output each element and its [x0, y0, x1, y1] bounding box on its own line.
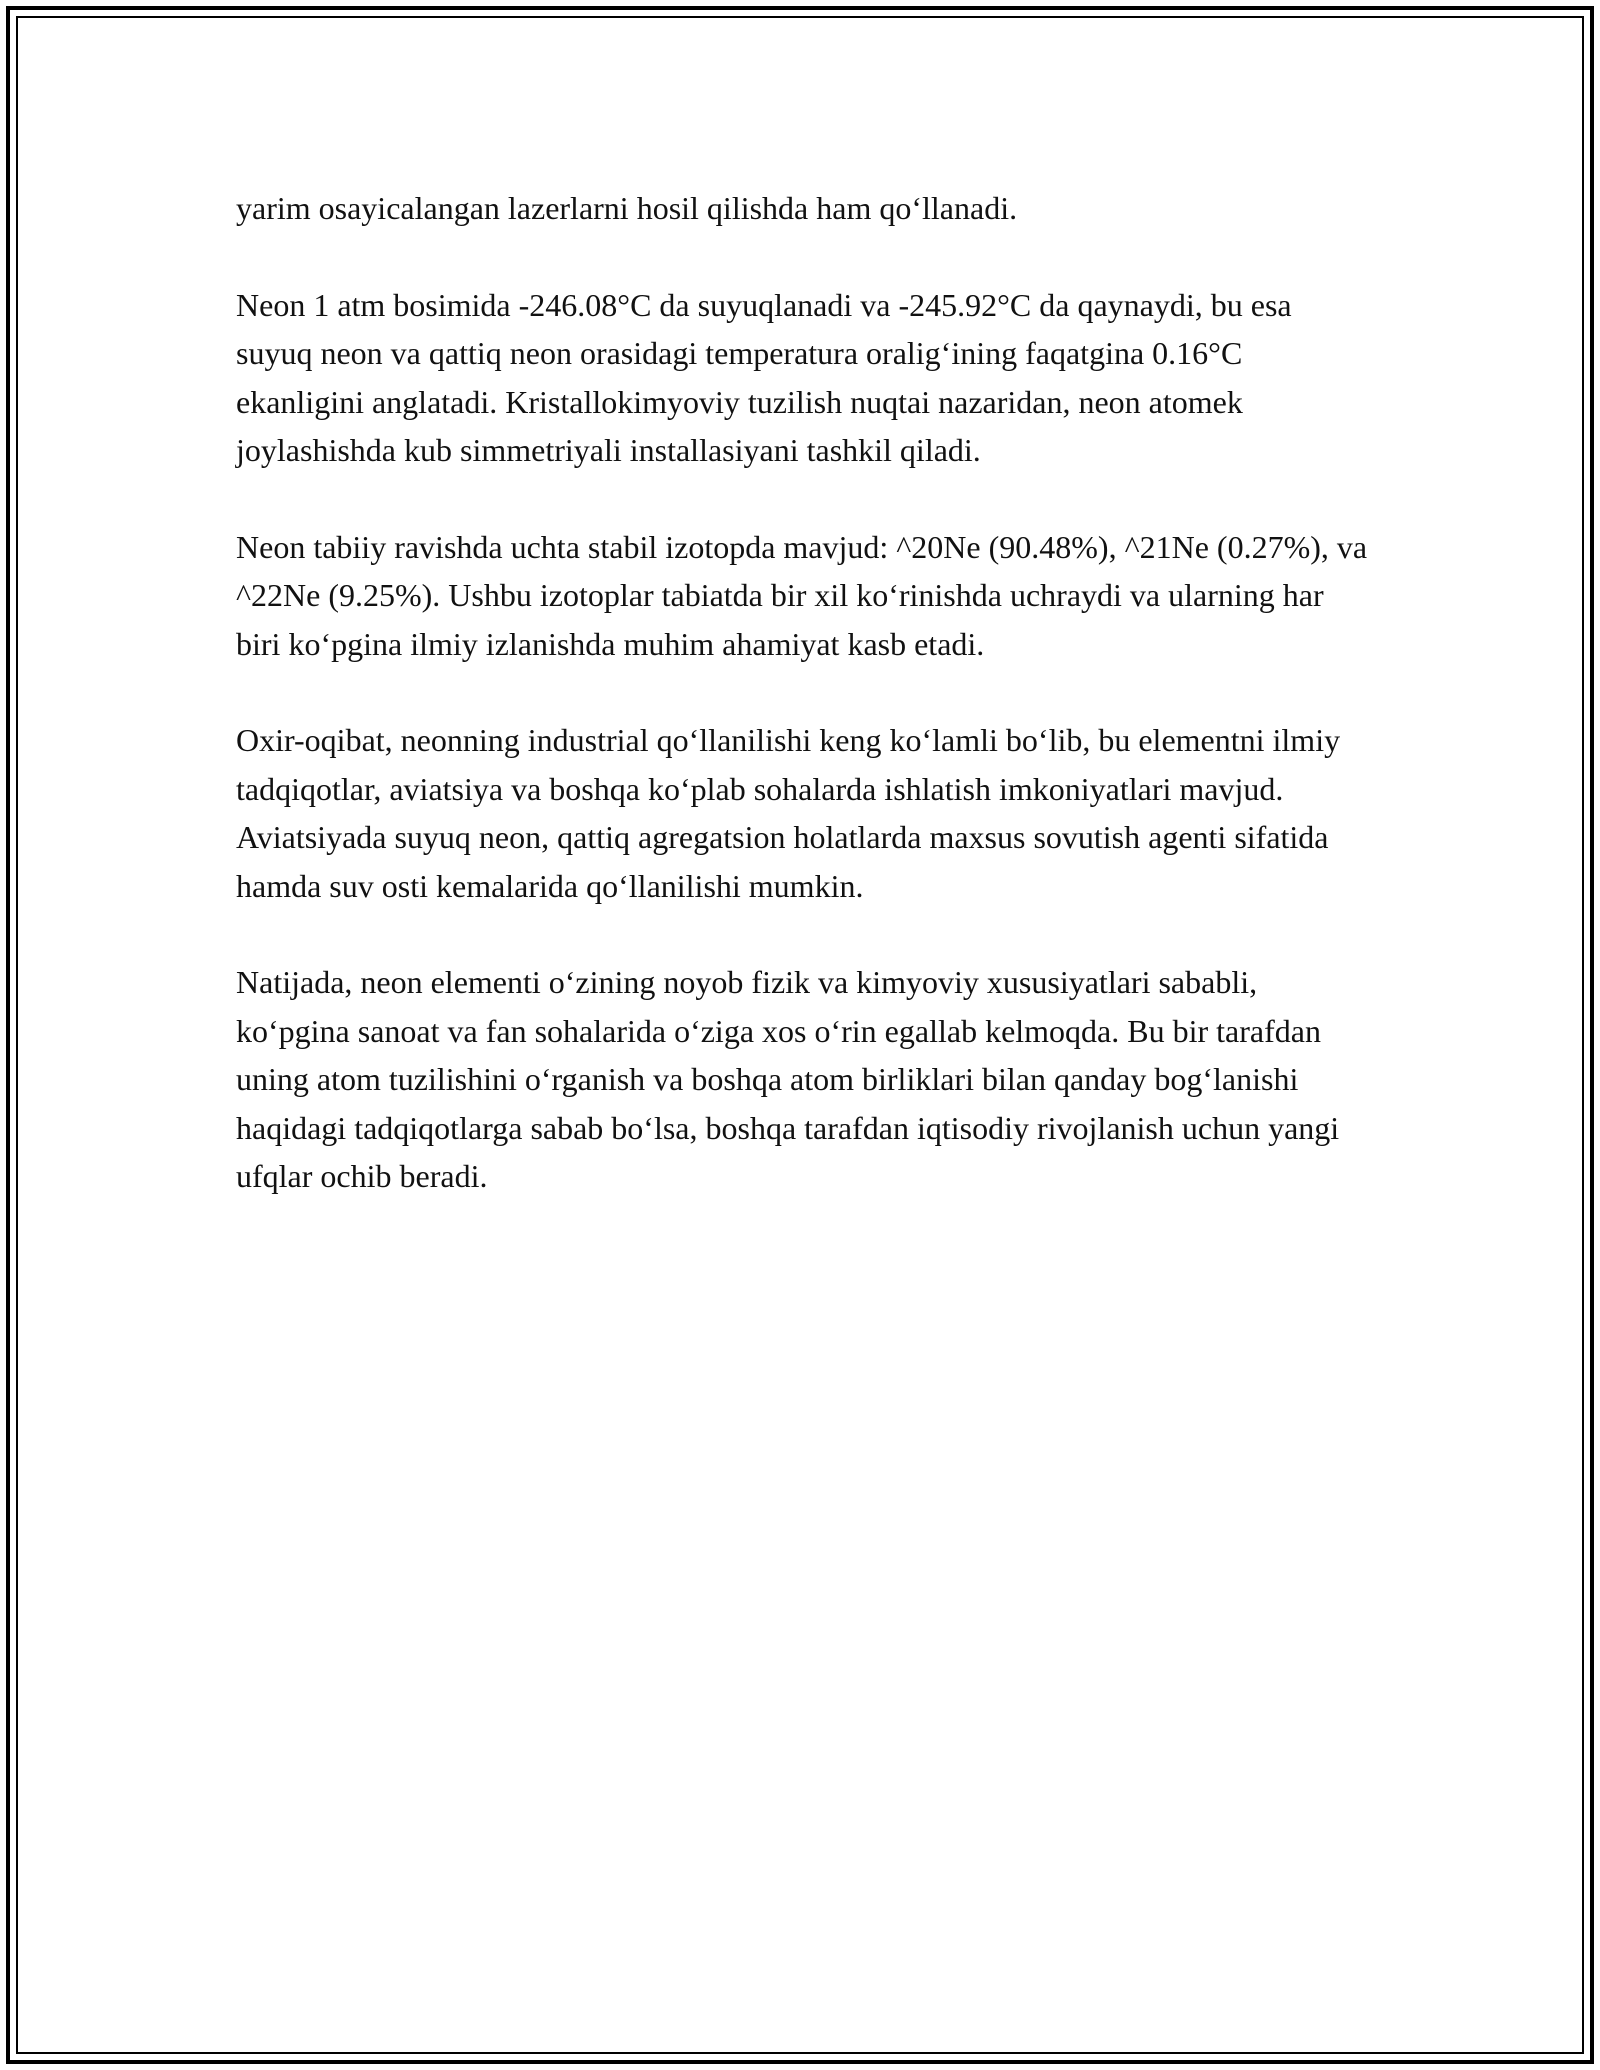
paragraph-2: Neon 1 atm bosimida -246.08°C da suyuqlanadi va -245.92°C da qaynaydi, bu esa suyuq neon va qattiq neon orasidagi temperatura oralig‘ining faqatgina 0.16°C ekanligini anglatadi. Kristallokimyoviy tuzilish nuqtai nazaridan, neon atomek joylashishda kub simmetriyali installasiyani tashkil qiladi. [236, 286, 1292, 469]
paragraph-4: Oxir-oqibat, neonning industrial qo‘llanilishi keng ko‘lamli bo‘lib, bu elementni ilmiy tadqiqotlar, aviatsiya va boshqa ko‘plab sohalarda ishlatish imkoniyatlari mavjud. Aviatsiyada suyuq neon, qattiq agregatsion holatlarda maxsus sovutish agenti sifatida hamda suv osti kemalarida qo‘llanilishi mumkin. [236, 722, 1341, 904]
paragraph-5: Natijada, neon elementi o‘zining noyob fizik va kimyoviy xususiyatlari sababli, ko‘pgina sanoat va fan sohalarida o‘ziga xos o‘rin egallab kelmoqda. Bu bir tarafdan uning atom tuzilishini o‘rganish va boshqa atom birliklari bilan qanday bog‘lanishi haqidagi tadqiqotlarga sabab bo‘lsa, boshqa tarafdan iqtisodiy rivojlanish uchun yangi ufqlar ochib beradi. [236, 964, 1340, 1195]
paragraph-3: Neon tabiiy ravishda uchta stabil izotopda mavjud: ^20Ne (90.48%), ^21Ne (0.27%), va ^22Ne (9.25%). Ushbu izotoplar tabiatda bir xil ko‘rinishda uchraydi va ularning har biri ko‘pgina ilmiy izlanishda muhim ahamiyat kasb etadi. [236, 528, 1368, 662]
paragraph-1: yarim osayicalangan lazerlarni hosil qilishda ham qo‘llanadi. [236, 190, 1018, 226]
document-body [236, 184, 1376, 1249]
